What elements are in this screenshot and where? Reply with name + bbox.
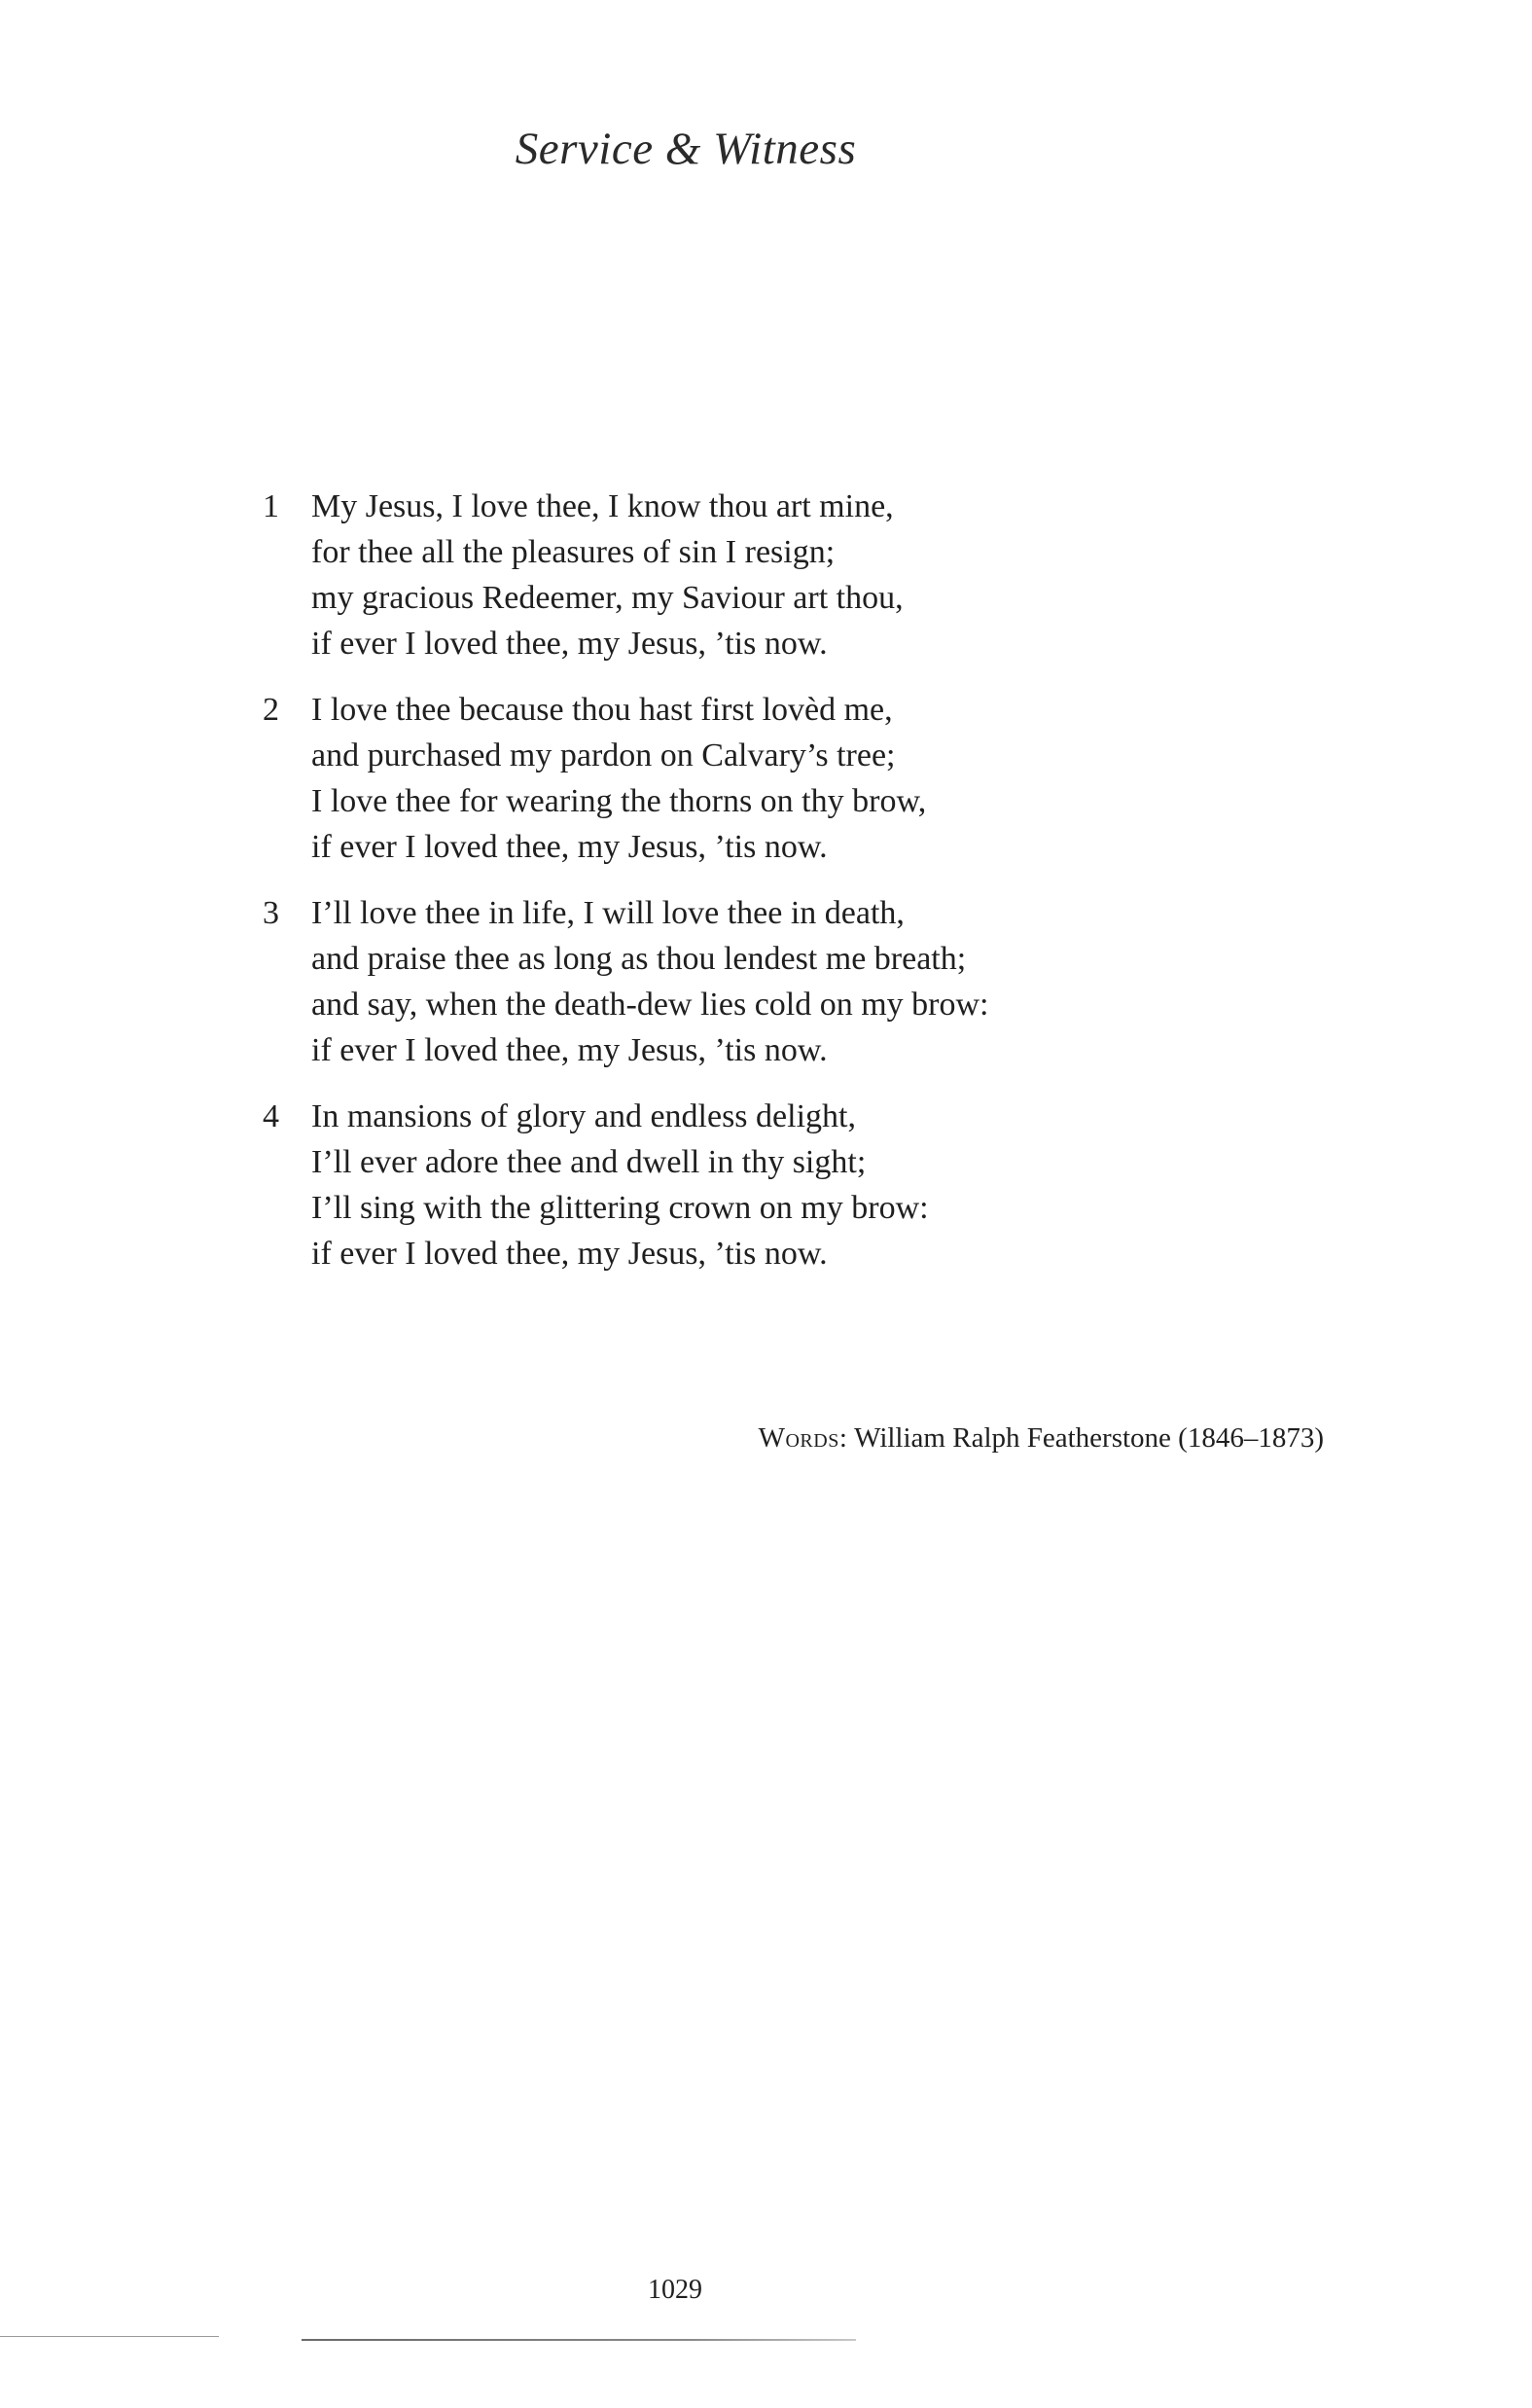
verse-4 — [255, 1094, 1228, 1276]
credit-author: William Ralph Featherstone (1846–1873) — [854, 1422, 1324, 1454]
verse-2 — [255, 687, 1228, 870]
verse-line: and purchased my pardon on Calvary’s tree; — [311, 737, 896, 773]
verse-line: My Jesus, I love thee, I know thou art mine, — [311, 488, 894, 524]
hymn-text — [255, 484, 1228, 1297]
page-number: 1029 — [648, 2275, 702, 2305]
verse-line: I’ll sing with the glittering crown on my brow: — [311, 1190, 929, 1226]
page-heading: Service & Witness — [515, 124, 857, 174]
verse-line: my gracious Redeemer, my Saviour art thou, — [311, 580, 904, 616]
verse-line: I’ll love thee in life, I will love thee in death, — [311, 895, 905, 931]
verse-number: 2 — [263, 692, 279, 728]
verse-line: and praise thee as long as thou lendest me breath; — [311, 941, 967, 977]
verse-number: 4 — [263, 1098, 279, 1134]
verse-number: 1 — [263, 488, 279, 524]
verse-3 — [255, 890, 1228, 1073]
words-credit — [759, 1422, 1324, 1455]
credit-label: Words: — [758, 1422, 848, 1454]
verse-line: I love thee because thou hast first lovèd me, — [311, 692, 893, 728]
verse-line: if ever I loved thee, my Jesus, ’tis now. — [311, 1236, 828, 1272]
verse-line: I’ll ever adore thee and dwell in thy sight; — [311, 1144, 867, 1180]
footer-rule-left — [0, 2336, 219, 2337]
verse-number: 3 — [263, 895, 279, 931]
verse-line: if ever I loved thee, my Jesus, ’tis now. — [311, 1032, 828, 1068]
verse-line: I love thee for wearing the thorns on thy brow, — [311, 783, 927, 819]
footer-rule-right — [302, 2339, 856, 2341]
verse-line: for thee all the pleasures of sin I resign; — [311, 534, 836, 570]
verse-line: if ever I loved thee, my Jesus, ’tis now. — [311, 829, 828, 865]
verse-line: In mansions of glory and endless delight, — [311, 1098, 856, 1134]
verse-line: if ever I loved thee, my Jesus, ’tis now. — [311, 626, 828, 662]
verse-1 — [255, 484, 1228, 666]
verse-line: and say, when the death-dew lies cold on my brow: — [311, 987, 989, 1023]
